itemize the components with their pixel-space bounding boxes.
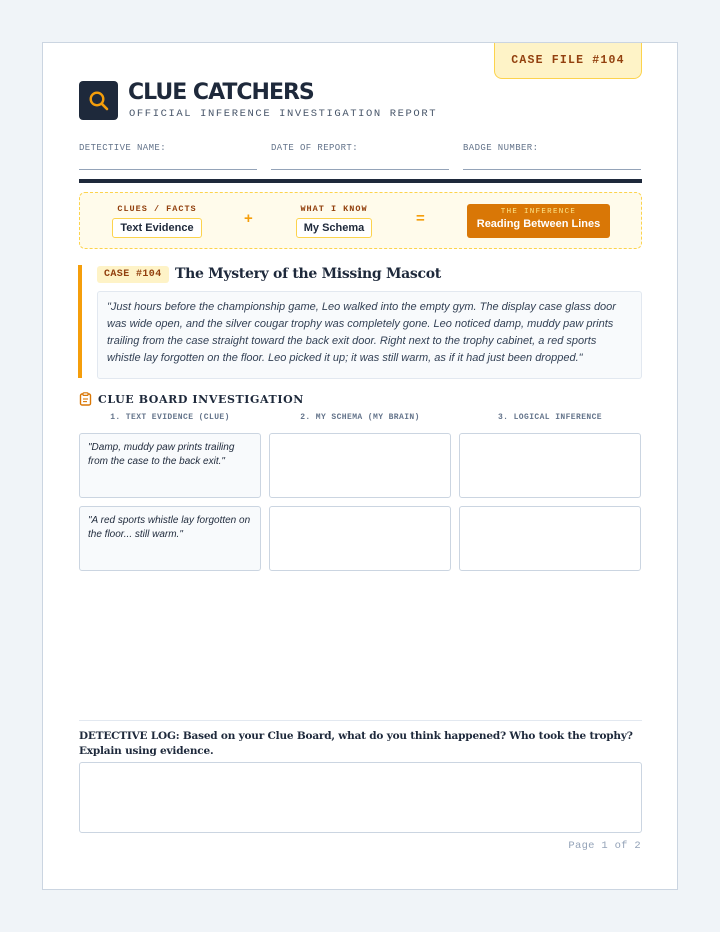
column-header-text-evidence: 1. TEXT EVIDENCE (CLUE) [110, 413, 230, 422]
case-file-tab: CASE FILE #104 [494, 43, 642, 79]
evidence-cell-2: "A red sports whistle lay forgotten on the floor... still warm." [79, 506, 261, 571]
worksheet-title: CLUE CATCHERS [128, 80, 314, 105]
worksheet-page [42, 42, 678, 890]
inference-formula [79, 192, 642, 249]
date-of-report-label: DATE OF REPORT: [271, 143, 359, 153]
column-header-logical-inference: 3. LOGICAL INFERENCE [497, 413, 602, 422]
story-title: The Mystery of the Missing Mascot [175, 266, 441, 282]
evidence-cell-1: "Damp, muddy paw prints trailing from the case to the back exit." [79, 433, 261, 498]
badge-number-field[interactable] [463, 137, 641, 170]
detective-name-label: DETECTIVE NAME: [79, 143, 167, 153]
clipboard-icon [79, 392, 92, 406]
worksheet-subtitle: OFFICIAL INFERENCE INVESTIGATION REPORT [129, 108, 438, 120]
clue-board-title: CLUE BOARD INVESTIGATION [98, 393, 304, 406]
log-divider [79, 720, 642, 721]
date-of-report-field[interactable] [271, 137, 449, 170]
what-i-know-caption: WHAT I KNOW [300, 204, 368, 214]
inference-cell-1[interactable] [459, 433, 641, 498]
detective-log-answer-box[interactable] [79, 762, 642, 833]
magnifier-icon [87, 89, 110, 112]
what-i-know-column [294, 204, 374, 238]
clues-facts-caption: CLUES / FACTS [117, 204, 197, 214]
inference-label: Reading Between Lines [476, 218, 601, 230]
my-schema-box: My Schema [296, 218, 373, 238]
schema-cell-1[interactable] [269, 433, 451, 498]
plus-sign: + [244, 210, 253, 227]
story-accent-bar [78, 265, 82, 378]
clues-facts-column [112, 204, 202, 238]
text-evidence-box: Text Evidence [112, 218, 201, 238]
inference-caption: THE INFERENCE [500, 208, 577, 216]
inference-cell-2[interactable] [459, 506, 641, 571]
detective-name-field[interactable] [79, 137, 257, 170]
badge-number-label: BADGE NUMBER: [463, 143, 539, 153]
equals-sign: = [416, 210, 425, 227]
inference-box [467, 204, 610, 238]
case-badge: CASE #104 [97, 266, 169, 283]
header-divider [79, 179, 642, 183]
page-number: Page 1 of 2 [568, 840, 641, 852]
magnifier-logo [79, 81, 118, 120]
column-header-my-schema: 2. MY SCHEMA (MY BRAIN) [300, 413, 420, 422]
story-passage: "Just hours before the championship game, Leo walked into the empty gym. The display case glass door was wide open, and the silver cougar trophy was completely gone. Leo noticed damp, muddy paw prints trailing from the case straight toward the back exit door. Right next to the trophy cabinet, a red sports whistle lay forgotten on the floor. Leo picked it up; it was still warm, as if it had just been dropped." [97, 291, 642, 379]
schema-cell-2[interactable] [269, 506, 451, 571]
detective-log-question: DETECTIVE LOG: Based on your Clue Board, what do you think happened? Who took the trophy? Explain using evidence. [79, 730, 633, 757]
